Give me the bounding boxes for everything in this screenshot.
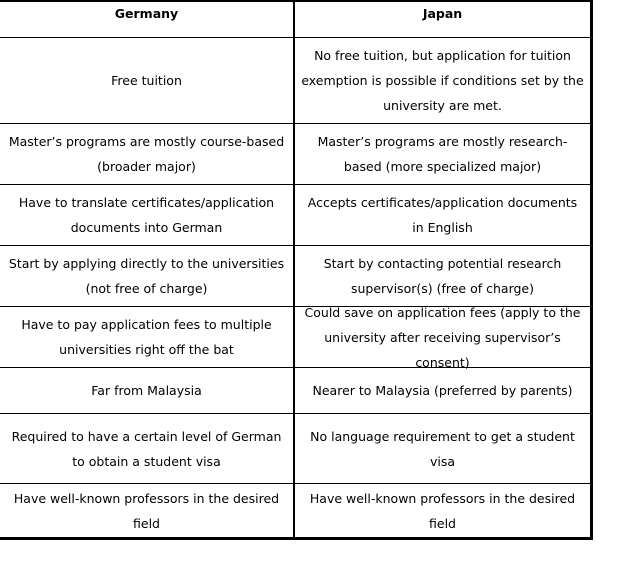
cell-germany-text: Far from Malaysia xyxy=(91,383,202,398)
table-row xyxy=(0,368,590,414)
table-row xyxy=(0,38,590,124)
cell-germany xyxy=(0,38,295,123)
table-row xyxy=(0,414,590,484)
table-header-row xyxy=(0,2,590,38)
cell-japan-text: Nearer to Malaysia (preferred by parents) xyxy=(312,383,573,398)
cell-germany xyxy=(0,414,295,483)
cell-japan-text: Could save on application fees (apply to the university after receiving supervisor’s consent) xyxy=(304,304,581,370)
cell-germany xyxy=(0,307,295,367)
cell-germany xyxy=(0,124,295,184)
cell-japan xyxy=(295,304,590,370)
table-row xyxy=(0,185,590,246)
header-japan-label: Japan xyxy=(422,6,463,21)
header-germany xyxy=(0,2,295,37)
cell-germany xyxy=(0,368,295,413)
cell-japan xyxy=(295,484,590,537)
cell-japan xyxy=(295,185,590,245)
cell-germany xyxy=(0,185,295,245)
table-row xyxy=(0,124,590,185)
cell-japan xyxy=(295,414,590,483)
table-row xyxy=(0,246,590,307)
cell-japan xyxy=(295,124,590,184)
cell-germany-text: Master’s programs are mostly course-based (broader major) xyxy=(8,134,285,174)
cell-germany-text: Have to pay application fees to multiple universities right off the bat xyxy=(21,317,272,357)
header-germany-label: Germany xyxy=(114,6,179,21)
cell-germany-text: Required to have a certain level of German to obtain a student visa xyxy=(11,428,282,469)
cell-germany xyxy=(0,484,295,537)
cell-japan xyxy=(295,246,590,306)
cell-germany-text: Have well-known professors in the desired field xyxy=(13,490,280,531)
table-row xyxy=(0,484,590,537)
cell-germany-text: Start by applying directly to the universities (not free of charge) xyxy=(8,256,285,296)
table-row xyxy=(0,304,590,370)
cell-japan-text: Start by contacting potential research supervisor(s) (free of charge) xyxy=(323,256,562,296)
cell-japan-text: Have well-known professors in the desired field xyxy=(309,490,576,531)
cell-germany xyxy=(0,246,295,306)
cell-japan-text: No language requirement to get a student visa xyxy=(310,428,575,469)
cell-japan-text: No free tuition, but application for tuition exemption is possible if conditions set by the university are met. xyxy=(301,48,584,113)
header-japan xyxy=(295,2,590,37)
cell-germany-text: Have to translate certificates/application documents into German xyxy=(18,195,275,235)
cell-germany-text: Free tuition xyxy=(111,73,182,88)
cell-japan-text: Master’s programs are mostly research-based (more specialized major) xyxy=(317,134,568,174)
cell-japan xyxy=(295,38,590,123)
cell-japan xyxy=(295,368,590,413)
cell-japan-text: Accepts certificates/application documents in English xyxy=(307,195,578,235)
